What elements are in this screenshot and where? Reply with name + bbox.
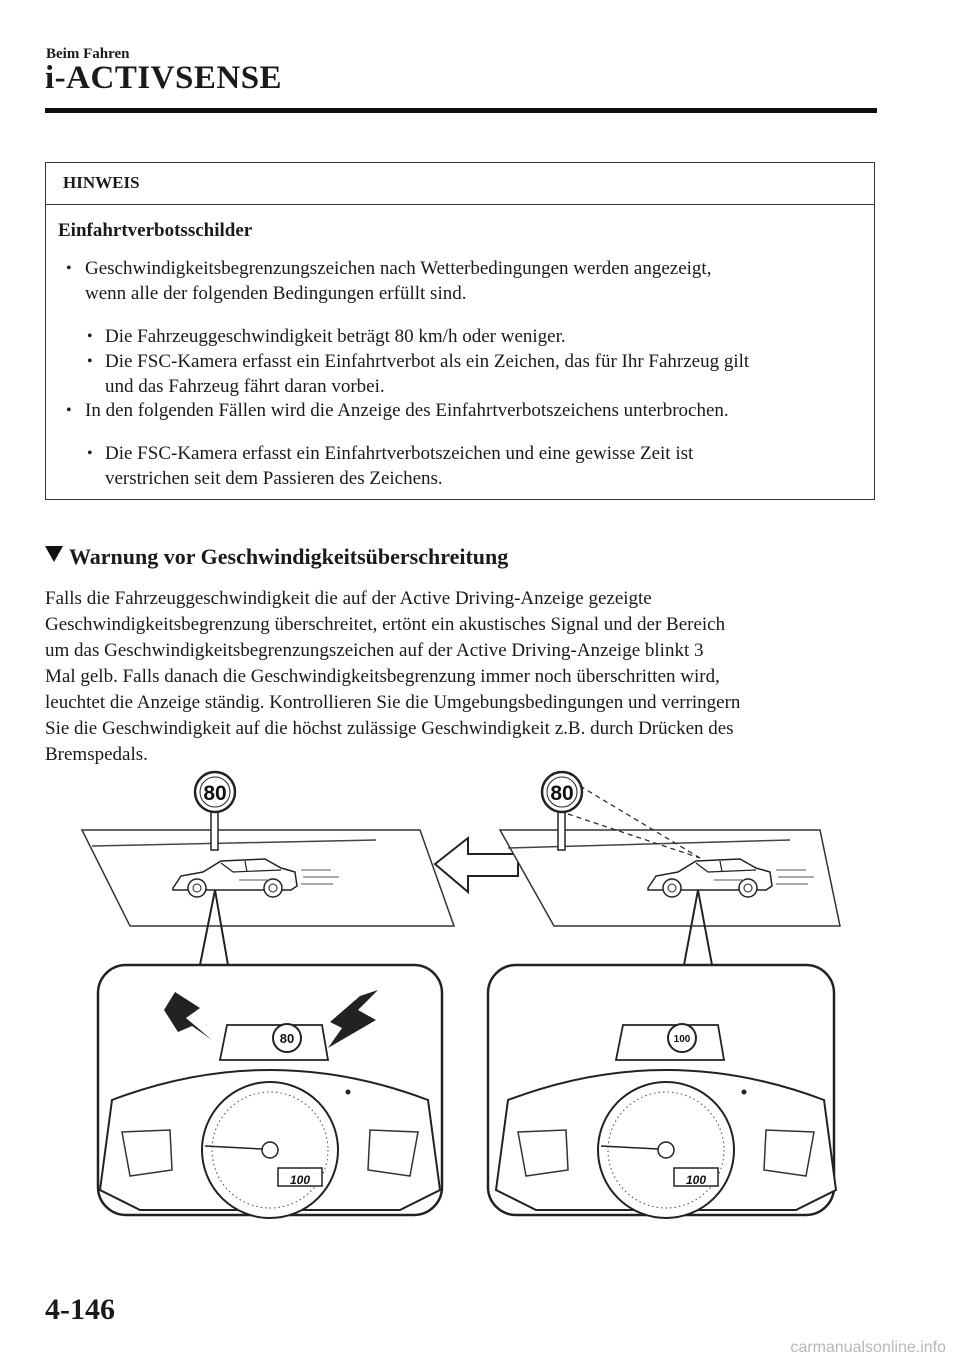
section-heading-text: Warnung vor Geschwindigkeitsüberschreitung (69, 544, 509, 569)
speed-readout-right: 100 (685, 1173, 707, 1187)
note-title: Einfahrtverbotsschilder (58, 220, 253, 241)
arrow-left-icon (435, 838, 518, 892)
section-label: Beim Fahren (46, 46, 130, 62)
bullet-marker: • (87, 445, 93, 462)
body-line: Geschwindigkeitsbegrenzung überschreitet, ertönt ein akustisches Signal und der Bereich (45, 614, 726, 635)
body-line: um das Geschwindigkeitsbegrenzungszeichen auf der Active Driving-Anzeige blinkt 3 (45, 640, 704, 661)
body-line: Falls die Fahrzeuggeschwindigkeit die auf der Active Driving-Anzeige gezeigte (45, 588, 652, 609)
section-heading (45, 544, 508, 570)
triangle-marker-icon (45, 546, 63, 562)
note-sub-bullet-2a-line-2: verstrichen seit dem Passieren des Zeichens. (105, 468, 443, 489)
road-sign-left-value: 80 (203, 782, 227, 805)
bullet-marker: • (87, 353, 93, 370)
display-sign-right: 100 (673, 1034, 691, 1045)
page-number: 4-146 (45, 1293, 115, 1326)
header-rule (45, 108, 877, 113)
display-sign-left: 80 (279, 1031, 295, 1046)
instrument-cluster-right (496, 1070, 836, 1218)
note-bullet-1-line-1: Geschwindigkeitsbegrenzungszeichen nach Wetterbedingungen werden angezeigt, (85, 258, 712, 279)
note-sub-bullet-1a: Die Fahrzeuggeschwindigkeit beträgt 80 km/h oder weniger. (105, 326, 566, 347)
note-bullet-1-line-2: wenn alle der folgenden Bedingungen erfüllt sind. (85, 283, 467, 304)
note-sub-bullet-1b-line-1: Die FSC-Kamera erfasst ein Einfahrtverbot als ein Zeichen, das für Ihr Fahrzeug gilt (105, 351, 750, 372)
note-sub-bullet-2a-line-1: Die FSC-Kamera erfasst ein Einfahrtverbotszeichen und eine gewisse Zeit ist (105, 443, 694, 464)
body-line: Sie die Geschwindigkeit auf die höchst zulässige Geschwindigkeit z.B. durch Drücken des (45, 718, 734, 739)
note-header (46, 163, 874, 205)
bullet-marker: • (66, 260, 72, 277)
instrument-cluster-left (100, 1070, 440, 1218)
speed-readout-left: 100 (289, 1173, 311, 1187)
bullet-marker: • (66, 402, 72, 419)
note-sub-bullet-1b-line-2: und das Fahrzeug fährt daran vorbei. (105, 376, 385, 397)
chapter-title: i-ACTIVSENSE (45, 60, 283, 96)
body-line: Bremspedals. (45, 744, 148, 765)
bullet-marker: • (87, 328, 93, 345)
watermark: carmanualsonline.info (790, 1339, 946, 1356)
body-line: leuchtet die Anzeige ständig. Kontrollieren Sie die Umgebungsbedingungen und verringern (45, 692, 741, 713)
note-bullet-2: In den folgenden Fällen wird die Anzeige des Einfahrtverbotszeichens unterbrochen. (85, 400, 729, 421)
speed-warning-illustration (60, 770, 850, 1230)
road-sign-right-value: 80 (550, 782, 574, 805)
note-label: HINWEIS (63, 173, 140, 192)
note-box (45, 162, 875, 500)
body-line: Mal gelb. Falls danach die Geschwindigkeitsbegrenzung immer noch überschritten wird, (45, 666, 720, 687)
